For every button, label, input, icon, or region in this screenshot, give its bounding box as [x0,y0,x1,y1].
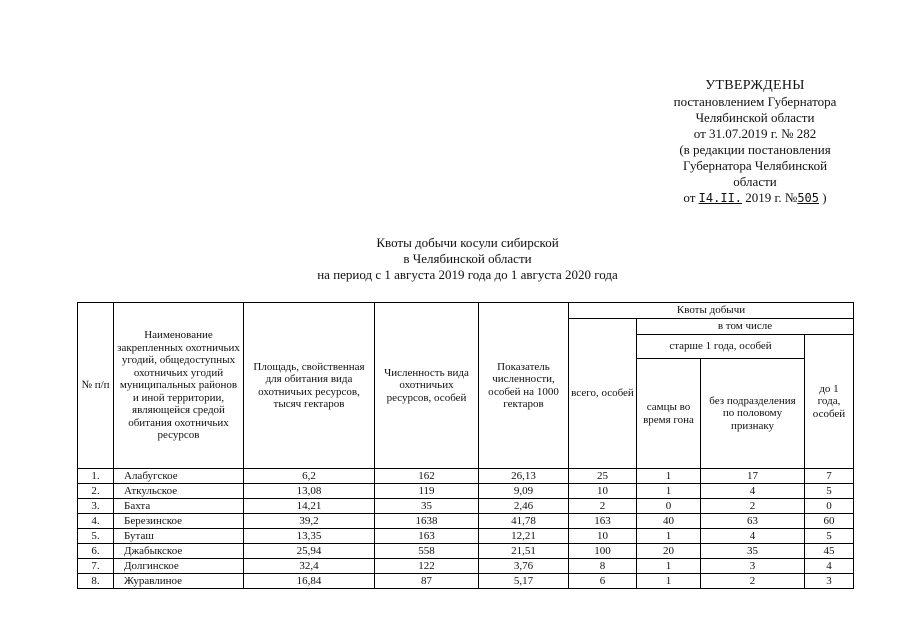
header-name: Наименование закрепленных охотничьих угодий, общедоступных охотничьих угодий муниципальных районов и иной территории, являющейся средой обитания охотничьих ресурсов [114,303,244,469]
cell-total: 8 [569,559,637,574]
cell-num: 5. [78,529,114,544]
approval-date-prefix: от [683,190,696,205]
cell-num: 8. [78,574,114,589]
cell-area: 25,94 [244,544,375,559]
cell-name: Аткульское [114,484,244,499]
cell-nosex: 35 [701,544,805,559]
cell-area: 16,84 [244,574,375,589]
cell-name: Бахта [114,499,244,514]
cell-num: 3. [78,499,114,514]
cell-density: 3,76 [479,559,569,574]
approval-line: (в редакции постановления [679,142,831,157]
cell-density: 5,17 [479,574,569,589]
table-row [78,529,854,544]
table-row [78,484,854,499]
cell-under1: 7 [805,469,854,484]
cell-density: 41,78 [479,514,569,529]
cell-population: 119 [375,484,479,499]
cell-nosex: 4 [701,484,805,499]
approval-heading: УТВЕРЖДЕНЫ [705,78,805,93]
cell-area: 14,21 [244,499,375,514]
handwritten-number: 505 [797,191,819,205]
header-population: Численность вида охотничьих ресурсов, особей [375,303,479,469]
header-quota: Квоты добычи [569,303,854,319]
cell-density: 21,51 [479,544,569,559]
cell-under1: 3 [805,574,854,589]
title-line: в Челябинской области [403,251,532,266]
cell-name: Буташ [114,529,244,544]
cell-under1: 5 [805,484,854,499]
handwritten-date: I4.II. [698,191,743,205]
approval-line: Губернатора Челябинской [682,158,828,173]
header-num: № п/п [78,303,114,469]
cell-num: 4. [78,514,114,529]
cell-total: 163 [569,514,637,529]
table-row [78,469,854,484]
header-area: Площадь, свойственная для обитания вида охотничьих ресурсов, тысяч гектаров [244,303,375,469]
cell-name: Алабугское [114,469,244,484]
cell-population: 163 [375,529,479,544]
approval-line: постановлением Губернатора [673,94,837,109]
title-line: на период с 1 августа 2019 года до 1 августа 2020 года [317,267,618,282]
cell-total: 10 [569,529,637,544]
cell-area: 13,08 [244,484,375,499]
cell-population: 162 [375,469,479,484]
cell-name: Березинское [114,514,244,529]
cell-area: 13,35 [244,529,375,544]
cell-density: 12,21 [479,529,569,544]
approval-date-line [600,190,905,206]
cell-males: 1 [637,529,701,544]
cell-num: 7. [78,559,114,574]
cell-nosex: 2 [701,499,805,514]
cell-males: 1 [637,484,701,499]
cell-males: 1 [637,559,701,574]
approval-date-mid: 2019 г. № [745,190,798,205]
cell-area: 6,2 [244,469,375,484]
table-row [78,514,854,529]
cell-area: 32,4 [244,559,375,574]
cell-nosex: 2 [701,574,805,589]
header-males: самцы во время гона [637,359,701,469]
cell-males: 1 [637,469,701,484]
quota-table [77,302,854,589]
cell-area: 39,2 [244,514,375,529]
cell-males: 20 [637,544,701,559]
table-row [78,559,854,574]
cell-under1: 45 [805,544,854,559]
table-row [78,544,854,559]
cell-num: 1. [78,469,114,484]
document-title [240,235,695,283]
approval-date-suffix: ) [822,190,827,205]
header-older: старше 1 года, особей [637,335,805,359]
cell-population: 87 [375,574,479,589]
cell-under1: 60 [805,514,854,529]
approval-stamp [600,78,905,206]
cell-num: 2. [78,484,114,499]
table-row [78,499,854,514]
cell-total: 25 [569,469,637,484]
header-total: всего, особей [569,319,637,469]
cell-density: 9,09 [479,484,569,499]
cell-nosex: 17 [701,469,805,484]
header-density: Показатель численности, особей на 1000 гектаров [479,303,569,469]
cell-nosex: 3 [701,559,805,574]
cell-under1: 4 [805,559,854,574]
cell-total: 2 [569,499,637,514]
header-including: в том числе [637,319,854,335]
cell-name: Джабыкское [114,544,244,559]
cell-total: 6 [569,574,637,589]
cell-under1: 0 [805,499,854,514]
cell-name: Журавлиное [114,574,244,589]
cell-density: 2,46 [479,499,569,514]
approval-line: области [733,174,777,189]
cell-num: 6. [78,544,114,559]
cell-under1: 5 [805,529,854,544]
cell-total: 10 [569,484,637,499]
cell-total: 100 [569,544,637,559]
cell-nosex: 63 [701,514,805,529]
cell-name: Долгинское [114,559,244,574]
cell-males: 0 [637,499,701,514]
cell-population: 558 [375,544,479,559]
cell-population: 1638 [375,514,479,529]
cell-density: 26,13 [479,469,569,484]
cell-nosex: 4 [701,529,805,544]
title-line: Квоты добычи косули сибирской [376,235,559,250]
cell-males: 1 [637,574,701,589]
cell-population: 122 [375,559,479,574]
cell-males: 40 [637,514,701,529]
cell-population: 35 [375,499,479,514]
header-nosex: без подразделения по половому признаку [701,359,805,469]
approval-line: Челябинской области [695,110,815,125]
table-row [78,574,854,589]
header-under1: до 1 года, особей [805,335,854,469]
approval-line: от 31.07.2019 г. № 282 [693,126,817,141]
